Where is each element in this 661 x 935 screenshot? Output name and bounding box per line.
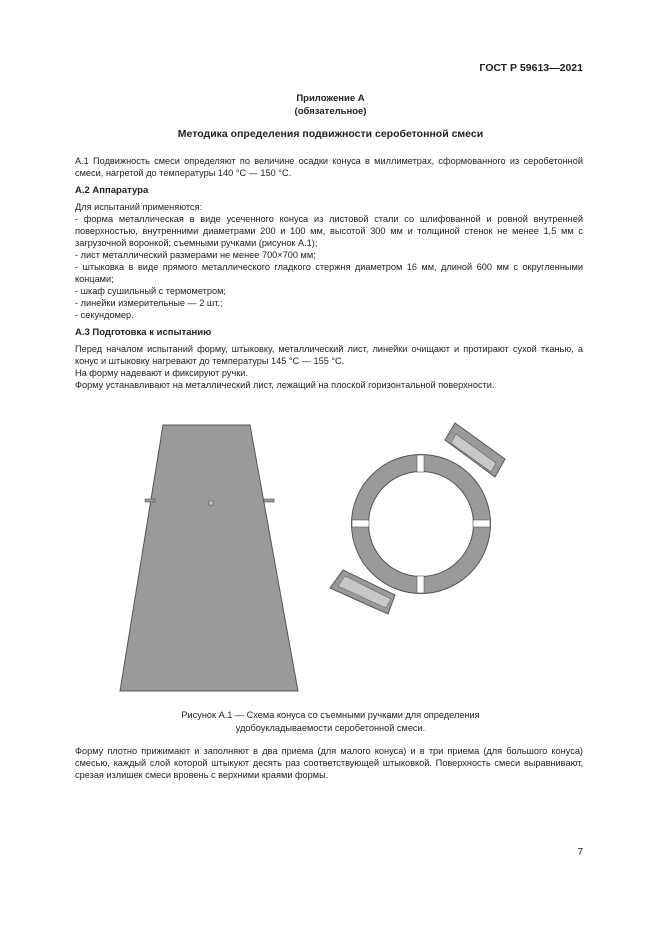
cone-center-mark (209, 501, 214, 506)
page-number: 7 (577, 847, 583, 858)
appendix-title: Приложение А (296, 93, 365, 104)
paragraph-final: Форму плотно прижимают и заполняют в два приема (для малого конуса) и в три приема (для большого конуса) смесью, каждый слой которой штыкуют десять раз соответствующей штыковкой. Поверхность смеси выравнивают, срезая излишек смеси вровень с верхними краями формы. (75, 746, 583, 780)
paragraph-a3-1: Перед началом испытаний форму, штыковку, металлический лист, линейки очищают и протирают сухой тканью, а конус и штыковку нагревают до температуры 145 °С — 155 °С. (75, 344, 583, 366)
list-item: - линейки измерительные — 2 шт.; (75, 298, 223, 308)
ring-notch (473, 520, 490, 527)
ring-top-view (330, 423, 505, 614)
paragraph-a1: А.1 Подвижность смеси определяют по величине осадки конуса в миллиметрах, сформованного из серобетонной смеси, нагретой до температуры 140 °С — 150 °С. (75, 156, 583, 178)
cone-handle-left (145, 499, 155, 502)
paragraph-a3-2: На форму надевают и фиксируют ручки. (75, 368, 248, 378)
page-title: Методика определения подвижности серобетонной смеси (177, 128, 484, 140)
ring-notch (417, 576, 424, 593)
appendix-status: (обязательное) (294, 106, 367, 117)
list-item: - секундомер. (75, 310, 134, 320)
list-item: - шкаф сушильный с термометром; (75, 286, 226, 296)
figure-caption (0, 709, 661, 735)
ring-notch (417, 455, 424, 472)
cone-handle-right (264, 499, 274, 502)
list-item: - штыковка в виде прямого металлического гладкого стержня диаметром 16 мм, длиной 600 мм с округленными концами; (75, 262, 583, 284)
list-item: - лист металлический размерами не менее 700×700 мм; (75, 250, 316, 260)
body-section-bottom (75, 745, 583, 781)
figure-caption-line2: удобоукладываемости серобетонной смеси. (235, 723, 426, 733)
figure-caption-line1: Рисунок А.1 — Схема конуса со съемными ручками для определения (181, 710, 480, 720)
list-item: - форма металлическая в виде усеченного конуса из листовой стали со шлифованной и ровной внутренней поверхностью, внутренними диаметрами 200 и 100 мм, высотой 300 мм и толщиной стенок не менее 1,5 мм с загрузочной воронкой; съемными ручками (рисунок А.1); (75, 214, 583, 248)
ring-notch (352, 520, 369, 527)
appendix-heading (0, 92, 661, 118)
section-heading-a2: А.2 Аппаратура (75, 185, 149, 196)
body-section-top (75, 155, 583, 391)
paragraph-a3-3: Форму устанавливают на металлический лист, лежащий на плоской горизонтальной поверхности. (75, 380, 495, 390)
figure-cone-diagram (0, 415, 661, 705)
section-heading-a3: А.3 Подготовка к испытанию (75, 327, 212, 338)
document-standard-header: ГОСТ Р 59613—2021 (479, 62, 583, 74)
cone-side-view (120, 425, 298, 691)
paragraph-a2-intro: Для испытаний применяются: (75, 202, 203, 212)
